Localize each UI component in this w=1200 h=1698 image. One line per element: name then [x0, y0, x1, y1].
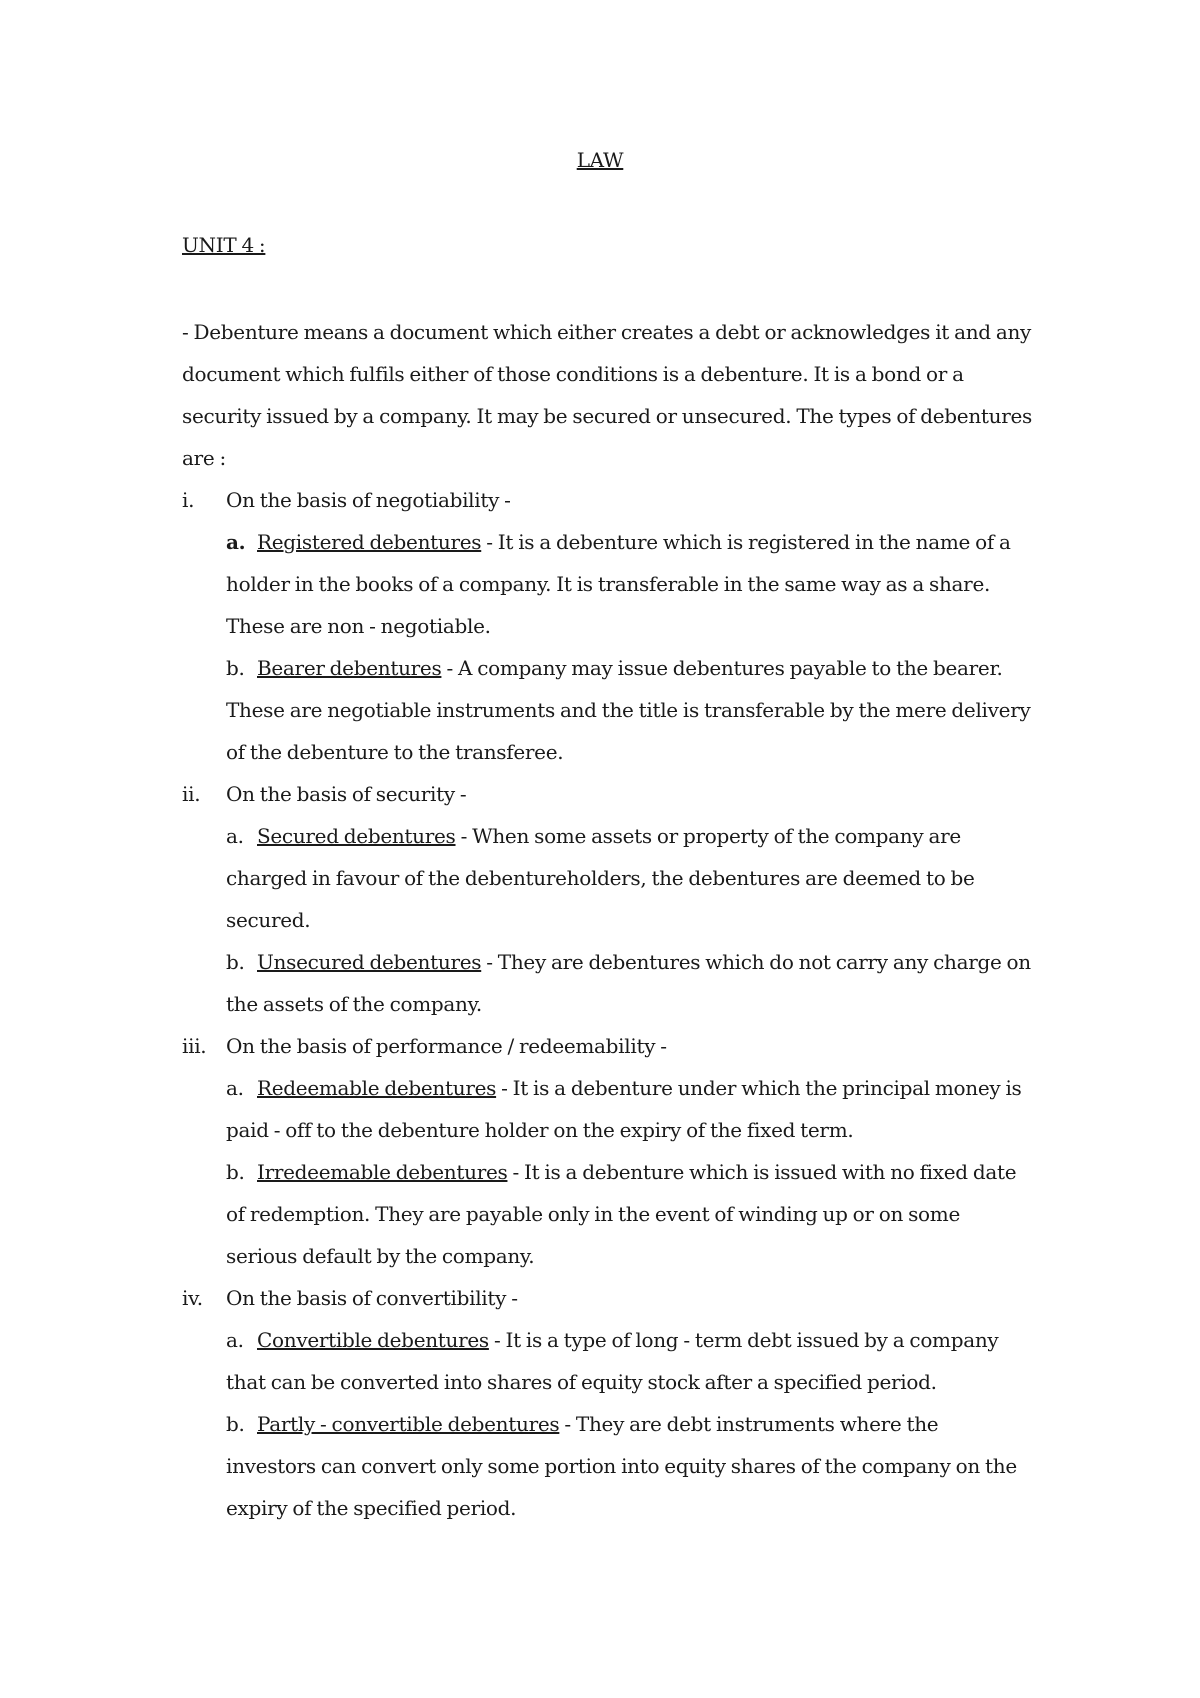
section-heading-text: On the basis of security -: [226, 782, 467, 806]
item-letter: a.: [226, 824, 244, 848]
section-heading: [182, 773, 1032, 815]
section-heading-text: On the basis of negotiability -: [226, 488, 511, 512]
item-text: - They are debentures which do not carry any charge on the assets of the company.: [226, 950, 1031, 1016]
item-text: - It is a debenture which is issued with no fixed date of redemption. They are payable only in the event of winding up or on some serious default by the company.: [226, 1160, 1017, 1268]
item-letter: b.: [226, 656, 245, 680]
section-convertibility: [182, 1277, 1032, 1529]
item-term: Partly - convertible debentures: [257, 1412, 560, 1436]
item-text: - When some assets or property of the company are charged in favour of the debentureholders, the debentures are deemed to be secured.: [226, 824, 975, 932]
list-item: [226, 1403, 1032, 1529]
item-text: - A company may issue debentures payable to the bearer. These are negotiable instruments and the title is transferable by the mere delivery of the debenture to the transferee.: [226, 656, 1031, 764]
list-item: [226, 941, 1032, 1025]
page-title: LAW: [576, 148, 624, 172]
section-number: iv.: [182, 1286, 203, 1310]
section-heading: [182, 1277, 1032, 1319]
item-term: Secured debentures: [257, 824, 456, 848]
item-letter: b.: [226, 1412, 245, 1436]
item-letter: a.: [226, 1328, 244, 1352]
item-text: - It is a type of long - term debt issued by a company that can be converted into shares of equity stock after a specified period.: [226, 1328, 999, 1394]
item-term: Bearer debentures: [257, 656, 442, 680]
list-item: [226, 1151, 1032, 1277]
section-heading-text: On the basis of performance / redeemability -: [226, 1034, 667, 1058]
item-letter: a.: [226, 1076, 244, 1100]
item-term: Irredeemable debentures: [257, 1160, 508, 1184]
section-number: iii.: [182, 1034, 207, 1058]
section-heading: [182, 479, 1032, 521]
item-text: - They are debt instruments where the investors can convert only some portion into equity shares of the company on the expiry of the specified period.: [226, 1412, 1017, 1520]
list-item: [226, 647, 1032, 773]
list-item: [226, 1067, 1032, 1151]
list-item: [226, 1319, 1032, 1403]
item-text: - It is a debenture which is registered in the name of a holder in the books of a company. It is transferable in the same way as a share. These are non - negotiable.: [226, 530, 1011, 638]
document-body: [182, 311, 1032, 1529]
intro-paragraph: - Debenture means a document which either creates a debt or acknowledges it and any document which fulfils either of those conditions is a debenture. It is a bond or a security issued by a company. It may be secured or unsecured. The types of debentures are :: [182, 320, 1032, 470]
item-letter: b.: [226, 950, 245, 974]
item-term: Redeemable debentures: [257, 1076, 497, 1100]
item-letter: a.: [226, 530, 246, 554]
item-letter: b.: [226, 1160, 245, 1184]
list-item: [226, 815, 1032, 941]
section-number: ii.: [182, 782, 201, 806]
unit-heading: UNIT 4 :: [182, 233, 266, 257]
list-item: [226, 521, 1032, 647]
section-heading-text: On the basis of convertibility -: [226, 1286, 518, 1310]
item-text: - It is a debenture under which the principal money is paid - off to the debenture holder on the expiry of the fixed term.: [226, 1076, 1022, 1142]
item-term: Registered debentures: [257, 530, 482, 554]
section-number: i.: [182, 488, 195, 512]
item-term: Convertible debentures: [257, 1328, 489, 1352]
section-negotiability: [182, 479, 1032, 773]
item-term: Unsecured debentures: [257, 950, 482, 974]
section-heading: [182, 1025, 1032, 1067]
section-redeemability: [182, 1025, 1032, 1277]
section-security: [182, 773, 1032, 1025]
